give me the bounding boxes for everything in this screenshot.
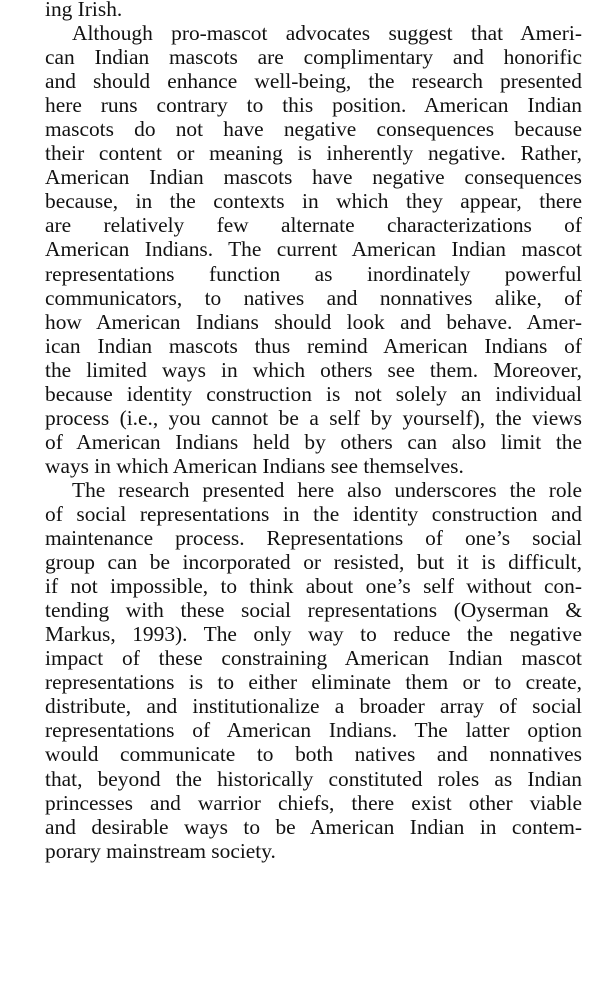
text-line: would communicate to both natives and nonnatives (45, 742, 582, 767)
paragraph-continuation (45, 0, 582, 21)
text-line: can Indian mascots are complimentary and honorific (45, 45, 582, 70)
text-line: and should enhance well-being, the research presented (45, 69, 582, 94)
text-line: group can be incorporated or resisted, but it is difficult, (45, 550, 582, 575)
text-line: mascots do not have negative consequences because (45, 117, 582, 142)
text-line: distribute, and institutionalize a broader array of social (45, 694, 582, 719)
text-line: American Indians. The current American Indian mascot (45, 237, 582, 262)
text-line: communicators, to natives and nonnatives alike, of (45, 285, 582, 310)
text-line: that, beyond the historically constituted roles as Indian (45, 766, 582, 791)
text-line: representations is to either eliminate them or to create, (45, 670, 582, 695)
text-line: ways in which American Indians see themselves. (45, 453, 464, 478)
text-line: how American Indians should look and behave. Amer- (45, 309, 582, 334)
text-line: because, in the contexts in which they appear, there (45, 189, 582, 214)
paragraph-mascot-consequences (45, 21, 582, 478)
text-line: of American Indians held by others can also limit the (45, 429, 582, 454)
text-line: American Indian mascots have negative consequences (45, 165, 582, 190)
text-line: of social representations in the identity construction and (45, 501, 582, 526)
text-line: their content or meaning is inherently negative. Rather, (45, 141, 582, 166)
text-line: princesses and warrior chiefs, there exist other viable (45, 790, 582, 815)
text-line: maintenance process. Representations of one’s social (45, 526, 582, 551)
text-line: process (i.e., you cannot be a self by yourself), the views (45, 405, 582, 430)
paragraph-social-representations (45, 478, 582, 863)
text-line: The research presented here also underscores the role (72, 477, 582, 502)
text-line: impact of these constraining American Indian mascot (45, 646, 582, 671)
text-line: if not impossible, to think about one’s self without con- (45, 574, 582, 599)
text-line: tending with these social representations (Oyserman & (45, 598, 582, 623)
text-line: ing Irish. (45, 0, 123, 21)
document-page (45, 0, 582, 863)
text-line: porary mainstream society. (45, 838, 276, 863)
text-line: Although pro-mascot advocates suggest that Ameri- (72, 21, 582, 46)
text-line: the limited ways in which others see them. Moreover, (45, 357, 582, 382)
text-line: because identity construction is not solely an individual (45, 381, 582, 406)
text-line: and desirable ways to be American Indian in contem- (45, 814, 582, 839)
text-line: here runs contrary to this position. American Indian (45, 93, 582, 118)
text-line: ican Indian mascots thus remind American Indians of (45, 333, 582, 358)
text-line: Markus, 1993). The only way to reduce the negative (45, 622, 582, 647)
text-line: are relatively few alternate characterizations of (45, 213, 582, 238)
text-line: representations of American Indians. The latter option (45, 718, 582, 743)
text-line: representations function as inordinately powerful (45, 261, 582, 286)
